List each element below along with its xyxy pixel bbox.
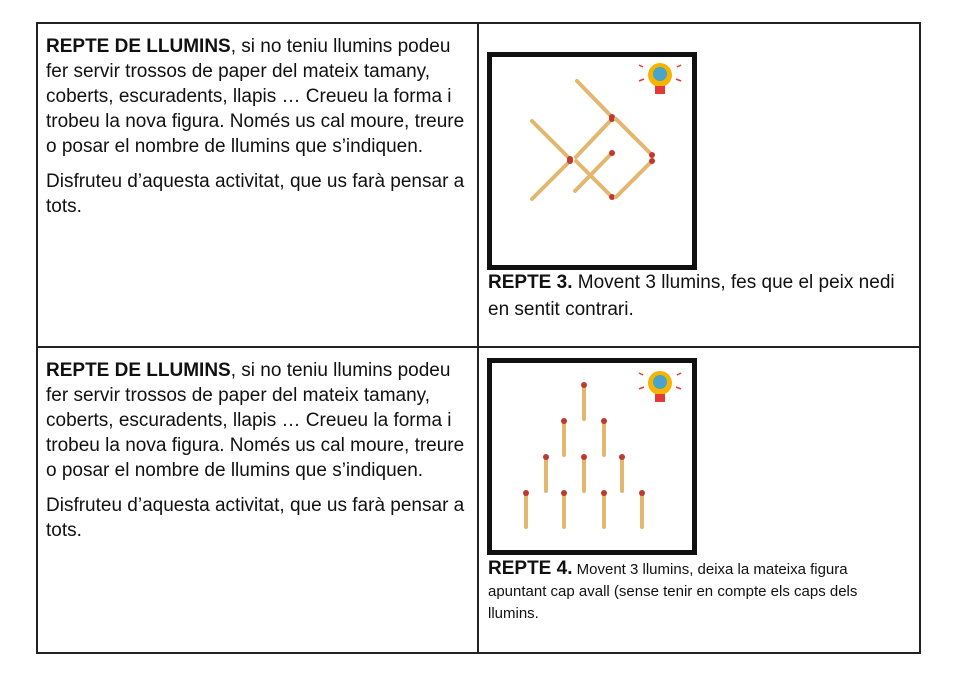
matchstick	[601, 490, 607, 527]
challenge-3-text: Movent 3 llumins, fes que el peix nedi en sentit contrari.	[488, 272, 895, 320]
matchstick	[581, 454, 587, 491]
matchstick	[532, 158, 573, 199]
challenge-cell	[479, 348, 921, 654]
challenge-3-caption	[488, 269, 903, 323]
matchstick	[581, 382, 587, 419]
matchstick	[523, 490, 529, 527]
matchstick	[601, 418, 607, 455]
instructions-paragraph	[46, 34, 469, 159]
challenge-4-label: REPTE 4.	[488, 558, 573, 579]
matchstick	[619, 454, 625, 491]
instructions-cell	[38, 24, 479, 346]
matchstick	[576, 116, 615, 157]
pyramid-matchstick-figure	[492, 363, 692, 550]
instructions-paragraph	[46, 358, 469, 483]
matchstick	[577, 81, 615, 120]
lightbulb-icon	[639, 63, 681, 94]
table-row	[38, 348, 919, 654]
instructions-note: Disfruteu d’aquesta activitat, que us farà pensar a tots.	[46, 171, 465, 217]
matchstick	[532, 121, 573, 162]
instructions-cell	[38, 348, 479, 654]
instructions-title: REPTE DE LLUMINS	[46, 36, 231, 57]
matchstick	[616, 158, 655, 197]
challenge-4-text: Movent 3 llumins, deixa la mateixa figura apuntant cap avall (sense tenir en compte els caps dels llumins.	[488, 561, 858, 622]
pyramid-puzzle-frame	[487, 358, 697, 555]
pyramid-matches	[523, 382, 645, 527]
table-row	[38, 24, 919, 348]
challenge-4-caption	[488, 558, 903, 625]
instructions-body: , si no teniu llumins podeu fer servir trossos de paper del mateix tamany, coberts, escuradents, llapis … Creueu la forma i trobeu la nova figura. Només us cal moure, treure o posar el nombre de llumins que s’indiquen.	[46, 360, 465, 481]
matchstick	[575, 150, 615, 191]
matchstick	[639, 490, 645, 527]
challenge-cell	[479, 24, 921, 346]
matchstick	[616, 119, 655, 158]
lightbulb-icon	[639, 371, 681, 402]
challenge-3-label: REPTE 3.	[488, 272, 573, 293]
fish-matchstick-figure	[492, 57, 692, 265]
instructions-body: , si no teniu llumins podeu fer servir trossos de paper del mateix tamany, coberts, escuradents, llapis … Creueu la forma i trobeu la nova figura. Només us cal moure, treure o posar el nombre de llumins que s’indiquen.	[46, 36, 465, 157]
matchstick	[576, 161, 615, 200]
instructions-note: Disfruteu d’aquesta activitat, que us farà pensar a tots.	[46, 495, 465, 541]
activity-table	[36, 22, 921, 654]
matchstick	[561, 490, 567, 527]
fish-matches	[532, 81, 655, 200]
instructions-title: REPTE DE LLUMINS	[46, 360, 231, 381]
fish-puzzle-frame	[487, 52, 697, 270]
matchstick	[543, 454, 549, 491]
matchstick	[561, 418, 567, 455]
